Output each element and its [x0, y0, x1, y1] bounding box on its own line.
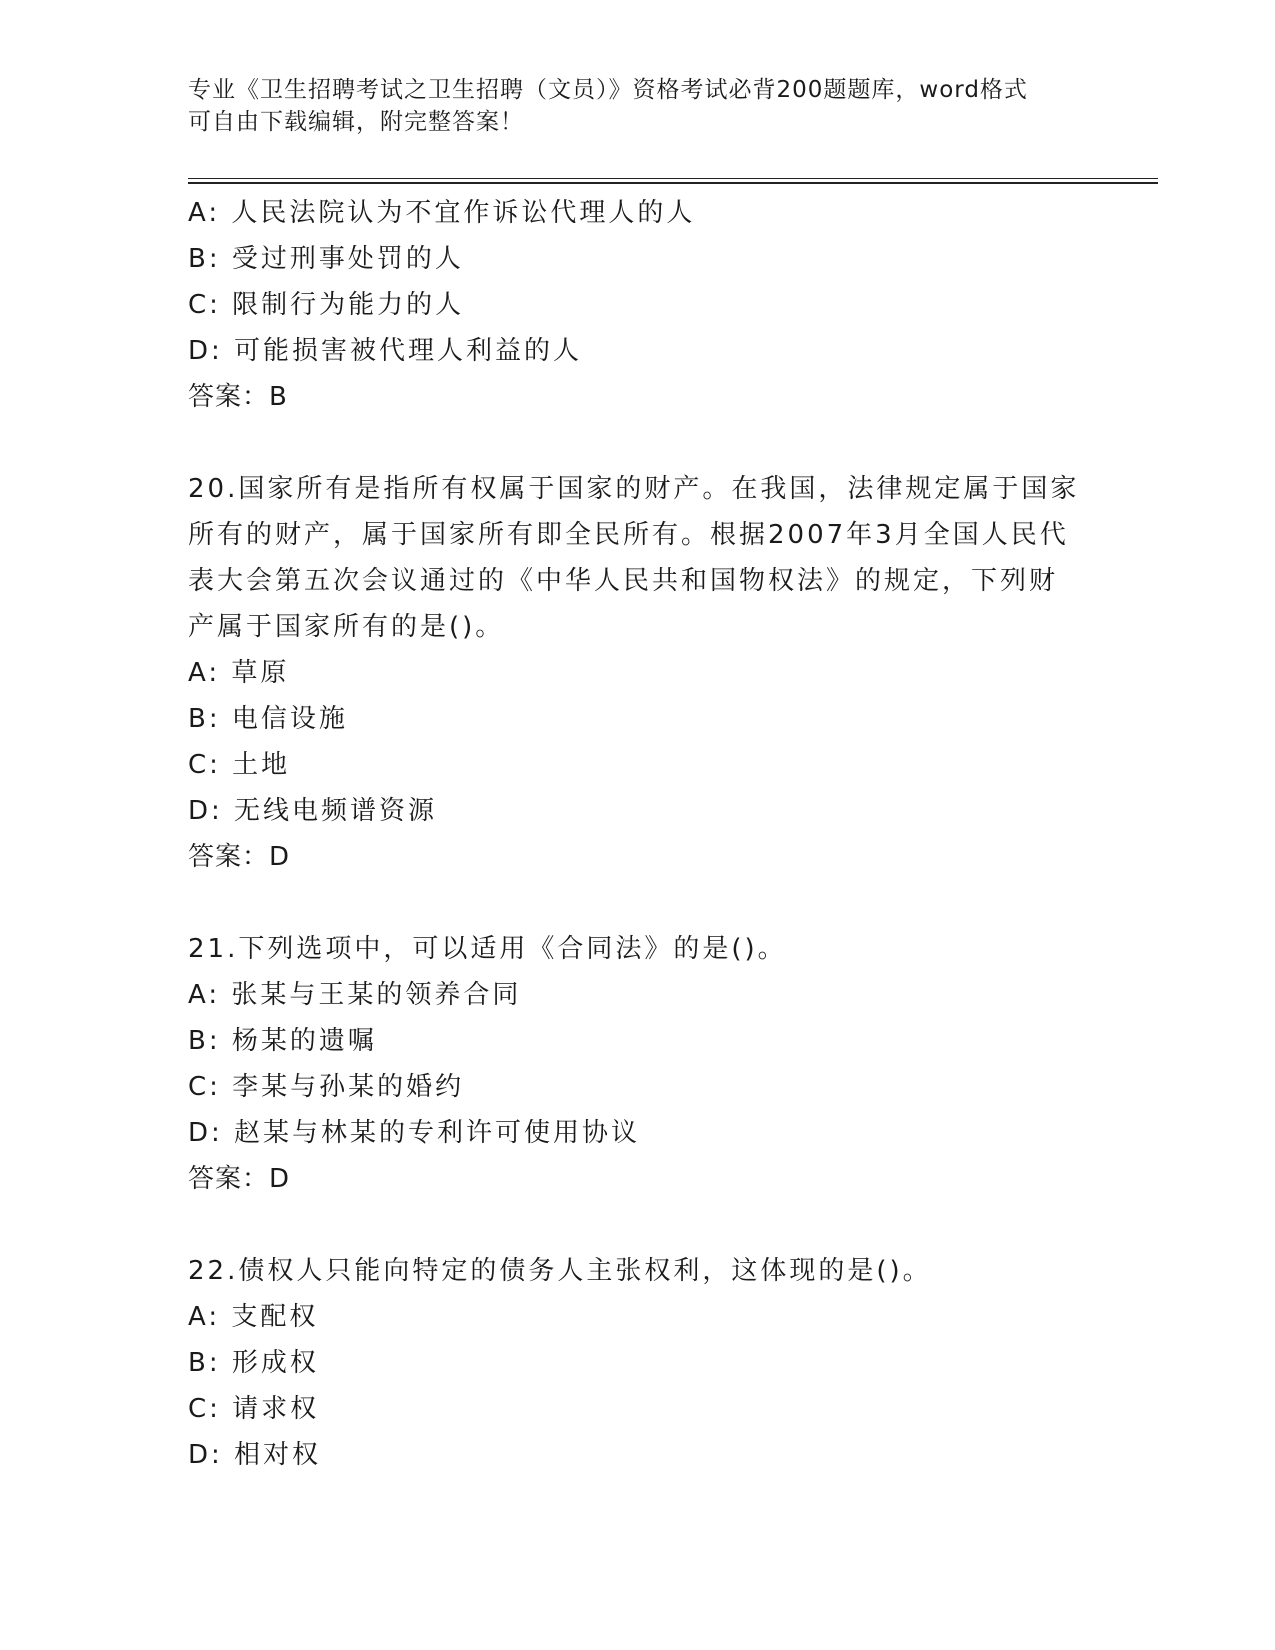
spacer [188, 1202, 1088, 1248]
option-c: C: 请求权 [188, 1394, 320, 1424]
question-21 [188, 926, 1088, 1202]
answer-line: 答案：D [188, 842, 291, 872]
question-22 [188, 1248, 1088, 1478]
option-c: C: 土地 [188, 750, 291, 780]
spacer [188, 880, 1088, 926]
question-stem-line: 表大会第五次会议通过的《中华人民共和国物权法》的规定，下列财 [188, 566, 1059, 596]
header-line-1: 专业《卫生招聘考试之卫生招聘（文员）》资格考试必背200题题库，word格式 [188, 77, 1028, 103]
answer-line: 答案：D [188, 1164, 291, 1194]
option-a: A: 张某与王某的领养合同 [188, 980, 522, 1010]
question-stem-line: 产属于国家所有的是()。 [188, 612, 505, 642]
option-d: D: 相对权 [188, 1440, 322, 1470]
option-d: D: 无线电频谱资源 [188, 796, 438, 826]
header-rule-thick [188, 182, 1158, 184]
header-line-2: 可自由下载编辑，附完整答案！ [188, 109, 524, 135]
option-a: A: 草原 [188, 658, 290, 688]
question-stem-line: 21.下列选项中，可以适用《合同法》的是()。 [188, 934, 787, 964]
option-c: C: 李某与孙某的婚约 [188, 1072, 465, 1102]
answer-line: 答案：B [188, 382, 288, 412]
option-b: B: 受过刑事处罚的人 [188, 244, 464, 274]
option-a: A: 人民法院认为不宜作诉讼代理人的人 [188, 198, 696, 228]
question-stem-line: 所有的财产，属于国家所有即全民所有。根据2007年3月全国人民代 [188, 520, 1069, 550]
question-20 [188, 466, 1088, 880]
spacer [188, 420, 1088, 466]
question-19 [188, 190, 1088, 420]
option-d: D: 可能损害被代理人利益的人 [188, 336, 583, 366]
question-stem-line: 22.债权人只能向特定的债务人主张权利，这体现的是()。 [188, 1256, 932, 1286]
option-b: B: 电信设施 [188, 704, 348, 734]
document-header [188, 74, 1088, 138]
question-list [188, 190, 1088, 1478]
option-b: B: 形成权 [188, 1348, 319, 1378]
header-rule-thin [188, 178, 1158, 179]
option-b: B: 杨某的遗嘱 [188, 1026, 377, 1056]
question-stem-line: 20.国家所有是指所有权属于国家的财产。在我国，法律规定属于国家 [188, 474, 1080, 504]
option-c: C: 限制行为能力的人 [188, 290, 465, 320]
option-d: D: 赵某与林某的专利许可使用协议 [188, 1118, 641, 1148]
option-a: A: 支配权 [188, 1302, 319, 1332]
